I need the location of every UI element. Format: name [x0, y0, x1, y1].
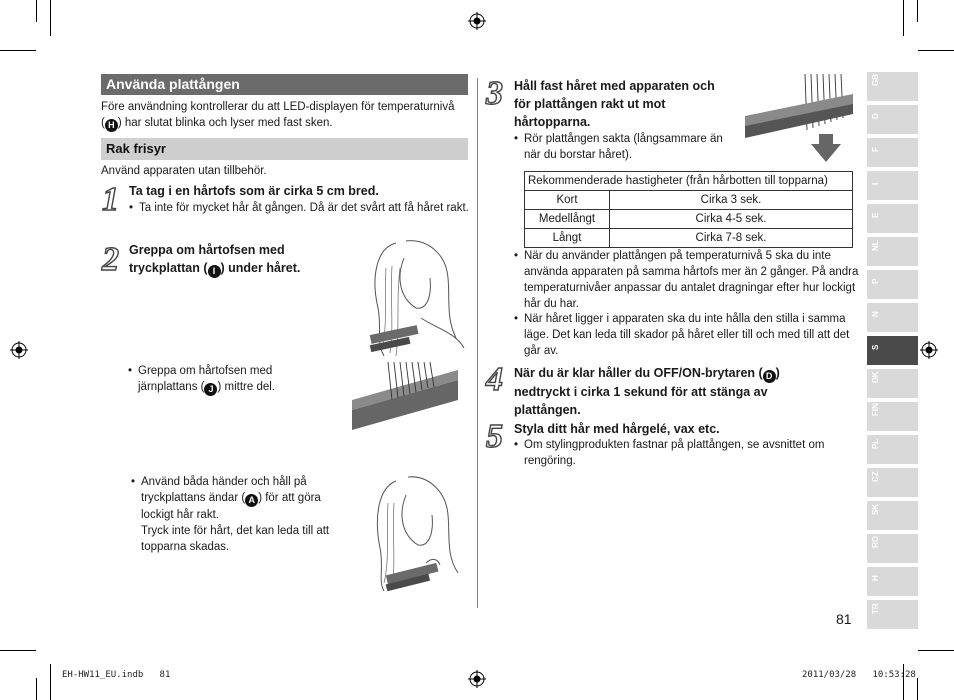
step-bullet: [131, 474, 351, 555]
table-cell-speed: Cirka 4-5 sek.: [610, 210, 853, 229]
marker-a-icon: A: [245, 494, 258, 507]
page-number: 81: [836, 611, 852, 627]
bullet-text: lockigt hår rakt.: [141, 509, 219, 521]
tab-label: F: [871, 147, 880, 152]
tab-pl[interactable]: [867, 435, 918, 464]
footer-file: EH-HW11_EU.indb: [62, 670, 144, 680]
tab-label: TR: [871, 603, 880, 614]
step-heading-text: tryckplattan (: [129, 261, 208, 275]
tab-fin[interactable]: [867, 402, 918, 431]
tab-i[interactable]: [867, 171, 918, 200]
section-intro: Före användning kontrollerar du att LED-displayen för temperaturnivå ( H ) har slutat blinka och lyser med fast sken.: [101, 101, 455, 130]
column-divider: [477, 78, 478, 608]
tab-f[interactable]: [867, 138, 918, 167]
tab-p[interactable]: [867, 270, 918, 299]
tab-gb[interactable]: [867, 72, 918, 101]
step-heading-text: Greppa om hårtofsen med: [129, 243, 285, 257]
tab-dk[interactable]: [867, 369, 918, 398]
marker-i-icon: I: [208, 265, 221, 278]
step-bullet: [128, 363, 328, 396]
woman-straightening-illustration: [366, 238, 466, 358]
step-heading: [129, 241, 349, 278]
table-row: [525, 229, 853, 248]
tab-e[interactable]: [867, 204, 918, 233]
tab-label: E: [871, 212, 880, 218]
tab-label: P: [871, 278, 880, 284]
note-bullet: • När håret ligger i apparaten ska du inte hålla den stilla i samma läge. Det kan leda till skador på håret eller till och med till att det går av.: [514, 311, 864, 359]
step-number: 4: [486, 361, 503, 398]
step-bullet: • Ta inte för mycket hår åt gången. Då är det svårt att få håret rakt.: [129, 200, 469, 216]
bullet-text: Greppa om hårtofsen med: [138, 365, 273, 377]
bullet-text: Använd båda händer och håll på: [141, 476, 307, 488]
table-cell-length: Kort: [525, 191, 610, 210]
subsection-title: Rak frisyr: [101, 138, 468, 160]
table-header-row: [525, 172, 853, 191]
table-cell-length: Medellångt: [525, 210, 610, 229]
step-number: 1: [102, 181, 119, 218]
section-intro-text: Före användning kontrollerar du att LED-displayen för temperaturnivå: [101, 101, 455, 113]
marker-j-icon: J: [204, 383, 217, 396]
table-row: [525, 210, 853, 229]
registration-mark-icon: [468, 670, 486, 688]
tab-s-active[interactable]: [867, 336, 918, 365]
tab-label: CZ: [871, 471, 880, 482]
step-heading-text: När du är klar håller du OFF/ON-brytaren (: [514, 366, 763, 380]
footer-filename: [62, 670, 170, 680]
marker-d-icon: D: [763, 370, 776, 383]
bullet-text: tryckplattans ändar (: [141, 492, 246, 504]
tab-label: NL: [871, 240, 880, 251]
tab-label: S: [871, 344, 880, 350]
iron-closeup-illustration: [348, 360, 460, 438]
speed-table: [524, 171, 853, 248]
section-intro-text-end: ) har slutat blinka och lyser med fast sken.: [117, 117, 333, 129]
registration-mark-icon: [920, 341, 938, 359]
bullet-text: järnplattans (: [138, 381, 205, 393]
bullet-text: ) för att göra: [258, 492, 321, 504]
table-cell-length: Långt: [525, 229, 610, 248]
table-cell-speed: Cirka 3 sek.: [610, 191, 853, 210]
footer-time: 10:53:28: [872, 670, 916, 680]
tab-label: GB: [871, 74, 880, 86]
woman-two-hands-illustration: [366, 473, 466, 593]
tab-label: N: [871, 311, 880, 317]
subsection-intro: Använd apparaten utan tillbehör.: [101, 165, 267, 177]
tab-tr[interactable]: [867, 600, 918, 629]
bullet-text: Tryck inte för hårt, det kan leda till att: [141, 525, 330, 537]
bullet-text: topparna skadas.: [141, 541, 230, 553]
table-cell-speed: Cirka 7-8 sek.: [610, 229, 853, 248]
tab-ro[interactable]: [867, 534, 918, 563]
tab-label: RO: [871, 536, 880, 548]
marker-h-icon: H: [105, 119, 118, 132]
footer-datetime: [802, 670, 916, 680]
step-heading-text: ) nedtryckt i cirka 1 sekund för att stänga av plattången.: [514, 366, 780, 417]
step-bullet: • Rör plattången sakta (långsammare än när du borstar håret).: [514, 131, 734, 163]
tab-d[interactable]: [867, 105, 918, 134]
registration-mark-icon: [468, 12, 486, 30]
table-header: Rekommenderade hastigheter (från hårbotten till topparna): [525, 172, 853, 191]
tab-label: DK: [871, 371, 880, 383]
footer-date: 2011/03/28: [802, 670, 857, 680]
step-number: 5: [486, 418, 503, 455]
step-number: 3: [486, 75, 503, 112]
step-bullet: • Om stylingprodukten fastnar på plattången, se avsnittet om rengöring.: [514, 437, 854, 469]
tab-label: H: [871, 575, 880, 581]
iron-sliding-illustration: [745, 72, 855, 164]
tab-n[interactable]: [867, 303, 918, 332]
step-heading: Ta tag i en hårtofs som är cirka 5 cm bred.: [129, 184, 379, 198]
note-bullet: • När du använder plattången på temperaturnivå 5 ska du inte använda apparaten på samma hårtofs mer än 2 gånger. På andra temperaturnivåer anpassar du antalet dragningar efter hur lockigt hår du har.: [514, 248, 864, 312]
tab-cz[interactable]: [867, 468, 918, 497]
section-title: Använda plattången: [101, 74, 468, 95]
tab-label: FIN: [871, 403, 880, 416]
step-heading-text: ) under håret.: [220, 261, 301, 275]
tab-sk[interactable]: [867, 501, 918, 530]
tab-label: D: [871, 113, 880, 119]
tab-label: PL: [871, 438, 880, 449]
registration-mark-icon: [10, 341, 28, 359]
tab-nl[interactable]: [867, 237, 918, 266]
bullet-text: ) mittre del.: [217, 381, 275, 393]
tab-label: SK: [871, 503, 880, 515]
footer-page: 81: [159, 670, 171, 680]
step-heading: Håll fast håret med apparaten och för plattången rakt ut mot hårtopparna.: [514, 79, 715, 129]
step-heading: Styla ditt hår med hårgelé, vax etc.: [514, 422, 720, 436]
step-number: 2: [102, 241, 119, 278]
tab-label: I: [871, 182, 880, 185]
tab-h[interactable]: [867, 567, 918, 596]
step-heading: [514, 364, 814, 419]
table-row: [525, 191, 853, 210]
